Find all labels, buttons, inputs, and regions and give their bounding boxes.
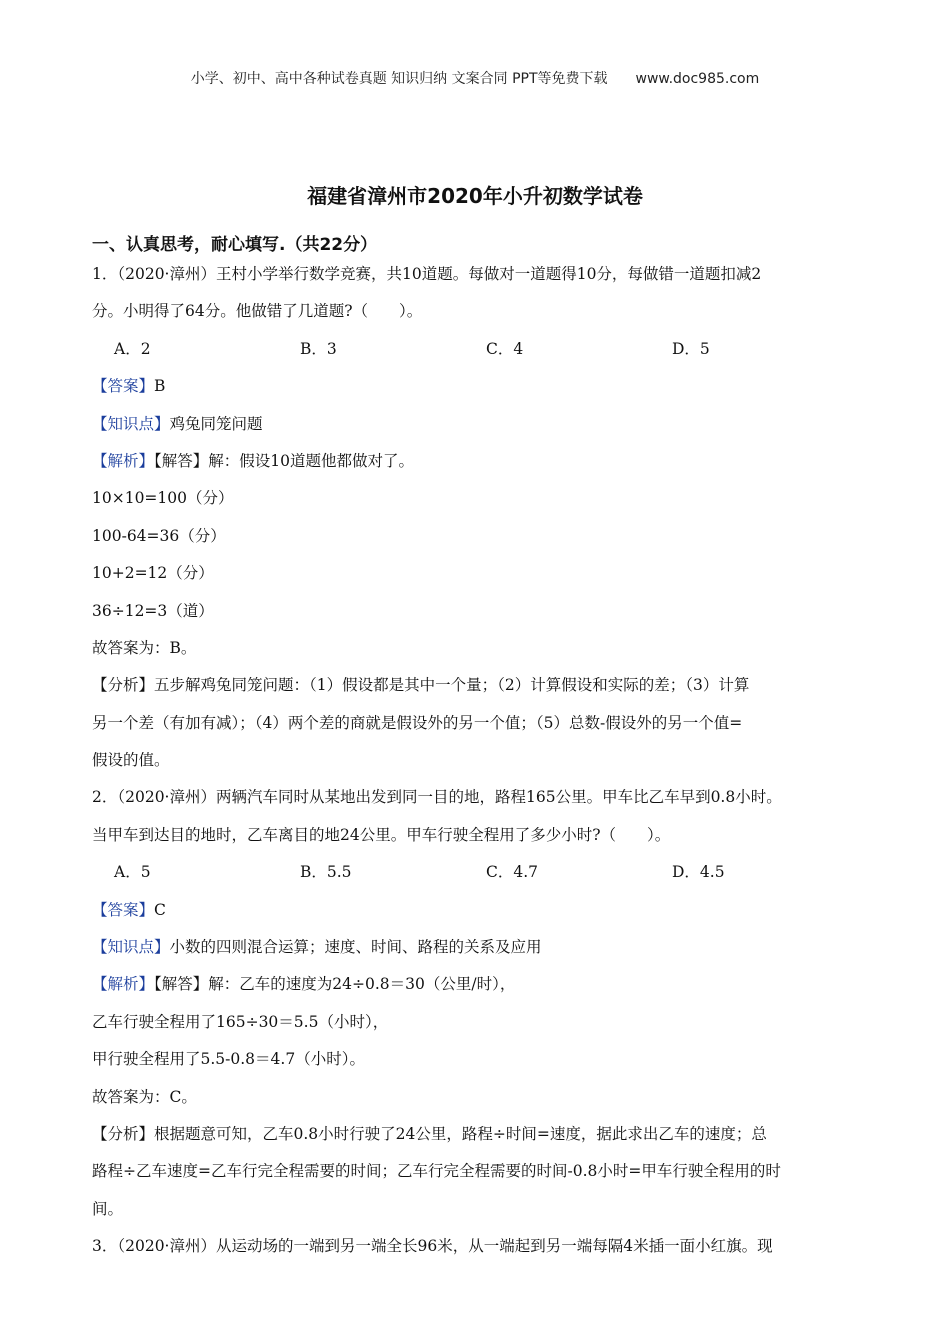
- answer-label: 【答案】: [92, 377, 155, 396]
- q1-option-a: A．2: [114, 339, 151, 358]
- header-url[interactable]: www.doc985.com: [635, 71, 760, 87]
- q2-line2: 当甲车到达目的地时，乙车离目的地24公里。甲车行驶全程用了多少小时?（ ）。: [92, 825, 671, 844]
- q1-answer-value: B: [154, 377, 166, 396]
- q2-step-2: 甲行驶全程用了5.5-0.8＝4.7（小时）。: [92, 1050, 365, 1069]
- analysis-label: 【解析】: [92, 975, 155, 994]
- q2-answer-value: C: [154, 900, 166, 919]
- page-header: [0, 68, 950, 88]
- q1-step-3: 10+2=12（分）: [92, 564, 214, 583]
- q2-fenxi-1: 【分析】根据题意可知，乙车0.8小时行驶了24公里，路程÷时间=速度，据此求出乙车的速度；总: [92, 1124, 767, 1143]
- answer-label: 【答案】: [92, 900, 155, 919]
- q1-step-4: 36÷12=3（道）: [92, 601, 214, 620]
- q1-knowledge: [92, 406, 862, 443]
- q1-knowledge-value: 鸡兔同笼问题: [169, 414, 263, 433]
- q2-step-1: 乙车行驶全程用了165÷30＝5.5（小时），: [92, 1012, 389, 1031]
- q1-options: [92, 331, 862, 368]
- section-heading: 一、认真思考，耐心填写.（共22分）: [92, 235, 378, 255]
- q2-option-b: B．5.5: [300, 863, 352, 882]
- q2-fenxi-3: 间。: [92, 1199, 124, 1218]
- q1-option-b: B．3: [300, 339, 337, 358]
- q2-option-c: C．4.7: [486, 863, 539, 882]
- exam-content: [92, 256, 862, 1266]
- q2-knowledge: [92, 929, 862, 966]
- document-title: 福建省漳州市2020年小升初数学试卷: [307, 184, 643, 208]
- q2-line1: 2．（2020·漳州）两辆汽车同时从某地出发到同一目的地，路程165公里。甲车比乙车早到0.8小时。: [92, 788, 782, 807]
- q1-fenxi-1: 【分析】五步解鸡兔同笼问题：（1）假设都是其中一个量；（2）计算假设和实际的差；（3）计算: [92, 676, 750, 695]
- q2-option-d: D．4.5: [672, 863, 725, 882]
- q1-analysis: [92, 443, 862, 480]
- q2-options: [92, 854, 862, 891]
- q1-option-c: C．4: [486, 339, 524, 358]
- q1-line1: 1．（2020·漳州）王村小学举行数学竞赛，共10道题。每做对一道题得10分，每做错一道题扣减2: [92, 265, 762, 283]
- q2-conclusion: 故答案为：C。: [92, 1087, 197, 1106]
- analysis-label: 【解析】: [92, 451, 155, 470]
- q2-option-a: A．5: [114, 863, 151, 882]
- q1-line2: 分。小明得了64分。他做错了几道题?（ ）。: [92, 302, 423, 321]
- q2-knowledge-value: 小数的四则混合运算；速度、时间、路程的关系及应用: [169, 938, 542, 957]
- q1-analysis-intro: 解：假设10道题他都做对了。: [208, 451, 415, 470]
- q1-answer: [92, 368, 862, 405]
- q1-fenxi-3: 假设的值。: [92, 751, 170, 770]
- knowledge-label: 【知识点】: [92, 414, 170, 433]
- q1-step-2: 100-64=36（分）: [92, 526, 226, 545]
- q1-fenxi-2: 另一个差（有加有减）；（4）两个差的商就是假设外的另一个值；（5）总数-假设外的另一个值=: [92, 713, 743, 732]
- q1-option-d: D．5: [672, 339, 710, 358]
- q2-fenxi-2: 路程÷乙车速度=乙车行完全程需要的时间；乙车行完全程需要的时间-0.8小时=甲车行驶全程用的时: [92, 1162, 781, 1181]
- solve-label: 【解答】: [154, 975, 209, 994]
- header-text: 小学、初中、高中各种试卷真题 知识归纳 文案合同 PPT等免费下载: [190, 71, 608, 87]
- q1-step-1: 10×10=100（分）: [92, 489, 234, 508]
- q1-conclusion: 故答案为：B。: [92, 638, 197, 657]
- q2-analysis-intro: 解：乙车的速度为24÷0.8＝30（公里/时），: [208, 975, 516, 994]
- solve-label: 【解答】: [154, 451, 209, 470]
- knowledge-label: 【知识点】: [92, 938, 170, 957]
- q3-line1: 3．（2020·漳州）从运动场的一端到另一端全长96米，从一端起到另一端每隔4米插一面小红旗。现: [92, 1237, 773, 1256]
- q2-answer: [92, 892, 862, 929]
- q2-analysis: [92, 966, 862, 1003]
